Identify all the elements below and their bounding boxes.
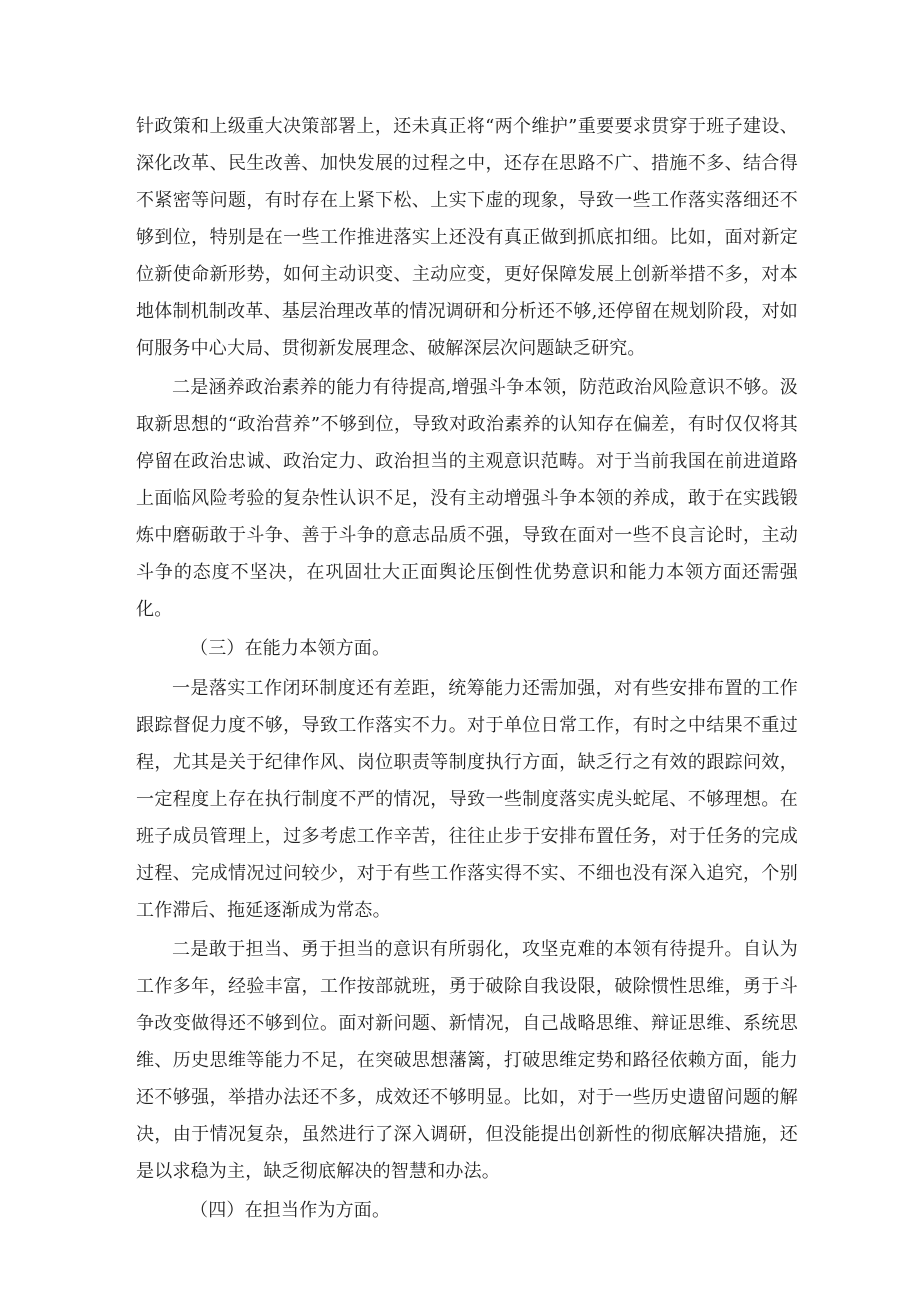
paragraph-political-literacy: 二是涵养政治素养的能力有待提高,增强斗争本领，防范政治风险意识不够。汲取新思想的“政治营养”不够到位，导致对政治素养的认知存在偏差，有时仅仅将其停留在政治忠诚、政治定力、政治担当的主观意识范畴。对于当前我国在前进道路上面临风险考验的复杂性认识不足，没有主动增强斗争本领的养成，敢于在实践锻炼中磨砺敢于斗争、善于斗争的意志品质不强，导致在面对一些不良言论时，主动斗争的态度不坚决，在巩固壮大正面舆论压倒性优势意识和能力本领方面还需强化。 xyxy=(136,377,798,620)
paragraph-work-closed-loop: 一是落实工作闭环制度还有差距，统筹能力还需加强，对有些安排布置的工作跟踪督促力度不够，导致工作落实不力。对于单位日常工作，有时之中结果不重过程，尤其是关于纪律作风、岗位职责等制度执行方面，缺乏行之有效的跟踪问效，一定程度上存在执行制度不严的情况，导致一些制度落实虎头蛇尾、不够理想。在班子成员管理上，过多考虑工作辛苦，往往止步于安排布置任务，对于任务的完成过程、完成情况过问较少，对于有些工作落实得不实、不细也没有深入追究，个别工作滞后、拖延逐渐成为常态。 xyxy=(136,678,798,921)
paragraph-responsibility: 二是敢于担当、勇于担当的意识有所弱化，攻坚克难的本领有待提升。自认为工作多年，经验丰富，工作按部就班，勇于破除自我设限，破除惯性思维，勇于斗争改变做得还不够到位。面对新问题、新情况，自己战略思维、辩证思维、系统思维、历史思维等能力不足，在突破思想藩篱，打破思维定势和路径依赖方面，能力还不够强，举措办法还不多，成效还不够明显。比如，对于一些历史遗留问题的解决，由于情况复杂，虽然进行了深入调研，但没能提出创新性的彻底解决措施，还是以求稳为主，缺乏彻底解决的智慧和办法。 xyxy=(136,939,798,1182)
section-heading-responsibility: （四）在担当作为方面。 xyxy=(190,1200,391,1221)
section-heading-ability: （三）在能力本领方面。 xyxy=(190,638,391,659)
paragraph-continuation: 针政策和上级重大决策部署上，还未真正将“两个维护”重要要求贯穿于班子建设、深化改革、民生改善、加快发展的过程之中，还存在思路不广、措施不多、结合得不紧密等问题，有时存在上紧下松、上实下虚的现象，导致一些工作落实落细还不够到位，特别是在一些工作推进落实上还没有真正做到抓底扣细。比如，面对新定位新使命新形势，如何主动识变、主动应变，更好保障发展上创新举措不多，对本地体制机制改革、基层治理改革的情况调研和分析还不够,还停留在规划阶段，对如何服务中心大局、贯彻新发展理念、破解深层次问题缺乏研究。 xyxy=(136,116,798,359)
document-page xyxy=(136,108,798,1229)
